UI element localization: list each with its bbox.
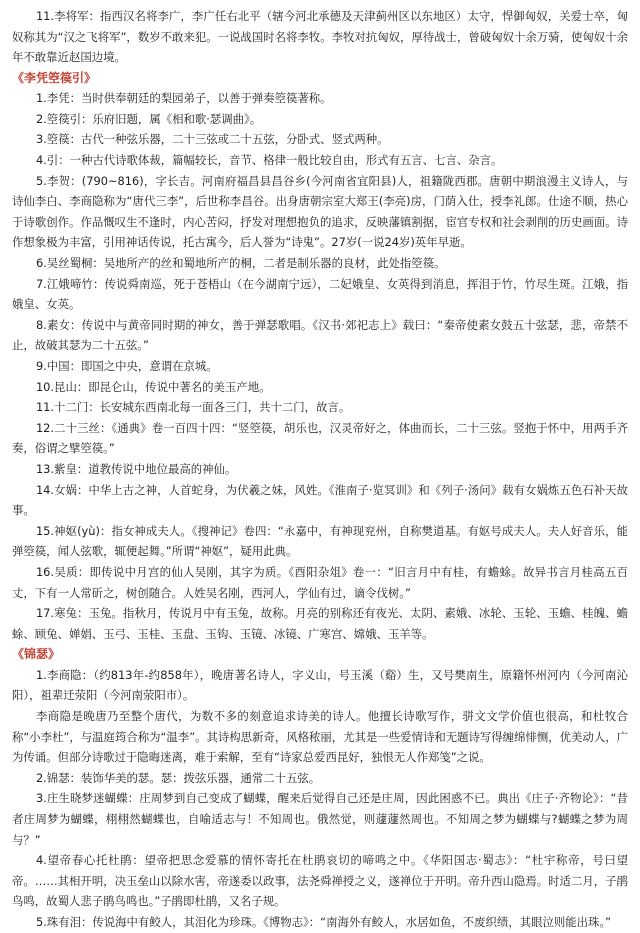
note-item: 16.吴质：即传说中月宫的仙人吴刚，其字为质。《酉阳杂俎》卷一：“旧言月中有桂，有蟾蜍。故异书言月桂高五百丈，下有一人常斫之，树创随合。人姓吴名刚，西河人，学仙有过，谪令伐树。” [12,564,628,600]
note-item: 5.珠有泪：传说海中有鲛人，其泪化为珍珠。《博物志》：“南海外有鲛人，水居如鱼，不废织绩，其眼泣则能出珠。” [35,914,612,929]
note-item: 8.素女：传说中与黄帝同时期的神女，善于弹瑟歌唱。《汉书·郊祀志上》载曰：“秦帝使素女鼓五十弦瑟，悲，帝禁不止，故破其瑟为二十五弦。” [12,317,628,353]
note-item: 9.中国：即国之中央，意谓在京城。 [35,359,218,373]
note-item: 6.吴丝蜀桐：吴地所产的丝和蜀地所产的桐，二者是制乐器的良材，此处指箜篌。 [35,256,446,271]
note-item: 11.李将军：指西汉名将李广，李广任右北平（辖今河北承德及天津蓟州区以东地区）太守，悍御匈奴，关爱士卒，匈奴称其为“汉之飞将军”，数岁不敢来犯。一说战国时名将李牧。李牧对抗匈奴，厚待战士，曾破匈奴十余万骑，使匈奴十余年不敢靠近赵国边境。 [12,9,628,65]
note-item: 2.箜篌引：乐府旧题，属《相和歌·瑟调曲》。 [35,111,262,126]
note-item: 4.望帝春心托杜鹃：望帝把思念爱慕的情怀寄托在杜鹃哀切的啼鸣之中。《华阳国志·蜀志》：“杜宇称帝，号曰望帝。……其相开明，决玉垒山以除水害，帝遂委以政事，法尧舜禅授之义，遂禅位于开明。帝升西山隐焉。时适二月，子鹃鸟鸣，故蜀人悲子鹃鸟鸣也。”子鹃即杜鹃，又名子规。 [12,853,628,909]
note-item: 15.神妪(yù)：指女神成夫人。《搜神记》卷四：“永嘉中，有神现兖州，自称樊道基。有妪号成夫人。夫人好音乐，能弹箜篌，闻人弦歌，辄便起舞。”所谓“神妪”，疑用此典。 [12,523,628,559]
section-heading-li-ping: 《李凭箜篌引》 [12,70,97,85]
note-item: 13.紫皇：道教传说中地位最高的神仙。 [35,461,237,476]
note-item: 7.江娥啼竹：传说舜南巡，死于苍梧山（在今湖南宁远），二妃娥皇、女英得到消息，挥泪于竹，竹尽生斑。江娥，指娥皇、女英。 [12,276,628,312]
note-item: 17.寒兔：玉兔。指秋月，传说月中有玉兔，故称。月亮的别称还有夜光、太阴、素娥、冰轮、玉轮、玉蟾、桂魄、蟾蜍、顾兔、婵娟、玉弓、玉桂、玉盘、玉钩、玉镜、冰镜、广寒宫、嫦娥、玉羊等。 [12,606,628,641]
note-item: 2.锦瑟：装饰华美的瑟。瑟：拨弦乐器，通常二十五弦。 [35,770,321,785]
note-item: 11.十二门：长安城东西南北每一面各三门，共十二门，故言。 [35,400,351,415]
note-item: 3.庄生晓梦迷蝴蝶：庄周梦到自己变成了蝴蝶，醒来后觉得自己还是庄周，因此困惑不已。典出《庄子·齐物论》：“昔者庄周梦为蝴蝶，栩栩然蝴蝶也，自喻适志与！不知周也。俄然觉，则蘧蘧然周也。不知周之梦为蝴蝶与?蝴蝶之梦为周与？” [12,791,628,847]
note-item: 5.李贺：(790~816)，字长吉。河南府福昌县昌谷乡(今河南省宜阳县)人，祖籍陇西郡。唐朝中期浪漫主义诗人，与诗仙李白、李商隐称为“唐代三李”，后世称李昌谷。出身唐朝宗室大郑王(李亮)房，门荫入仕，授李礼郎。仕途不顺，热心于诗歌创作。作品慨叹生不逢时，内心苦闷，抒发对理想抱负的追求，反映藩镇割据，宦官专权和社会剥削的历史画面。诗作想象极为丰富，引用神话传说，托古寓今，后人誉为“诗鬼”。27岁(一说24岁)英年早逝。 [12,173,628,250]
note-item: 4.引：一种古代诗歌体裁，篇幅较长，音节、格律一般比较自由，形式有五言、七言、杂言。 [35,153,503,168]
note-item: 1.李凭：当时供奉朝廷的梨园弟子，以善于弹奏箜篌著称。 [35,91,332,106]
note-item: 李商隐是晚唐乃至整个唐代，为数不多的刻意追求诗美的诗人。他擅长诗歌写作，骈文文学价值也很高，和杜牧合称“小李杜”，与温庭筠合称为“温李”。其诗构思新奇，风格秾丽，尤其是一些爱情诗和无题诗写得缠绵悱恻，优美动人，广为传诵。但部分诗歌过于隐晦迷离，难于索解，至有“诗家总爱西昆好，独恨无人作郑笺”之说。 [12,709,628,765]
note-item: 10.昆山：即昆仑山，传说中著名的美玉产地。 [35,379,271,394]
note-item: 3.箜篌：古代一种弦乐器，二十三弦或二十五弦，分卧式、竖式两种。 [35,132,389,147]
note-item: 14.女娲：中华上古之神，人首蛇身，为伏羲之妹，风姓。《淮南子·览冥训》和《列子·汤问》载有女娲炼五色石补天故事。 [12,482,628,518]
note-item: 1.李商隐：（约813年-约858年），晚唐著名诗人，字义山，号玉溪（谿）生，又号樊南生，原籍怀州河内（今河南沁阳），祖辈迁荥阳（今河南荥阳市）。 [12,667,628,703]
section-heading-jin-se: 《锦瑟》 [12,647,61,662]
note-item: 12.二十三丝：《通典》卷一百四十四：“竖箜篌，胡乐也，汉灵帝好之，体曲而长，二十三弦。竖抱于怀中，用两手齐奏，俗谓之擘箜篌。” [12,420,628,456]
